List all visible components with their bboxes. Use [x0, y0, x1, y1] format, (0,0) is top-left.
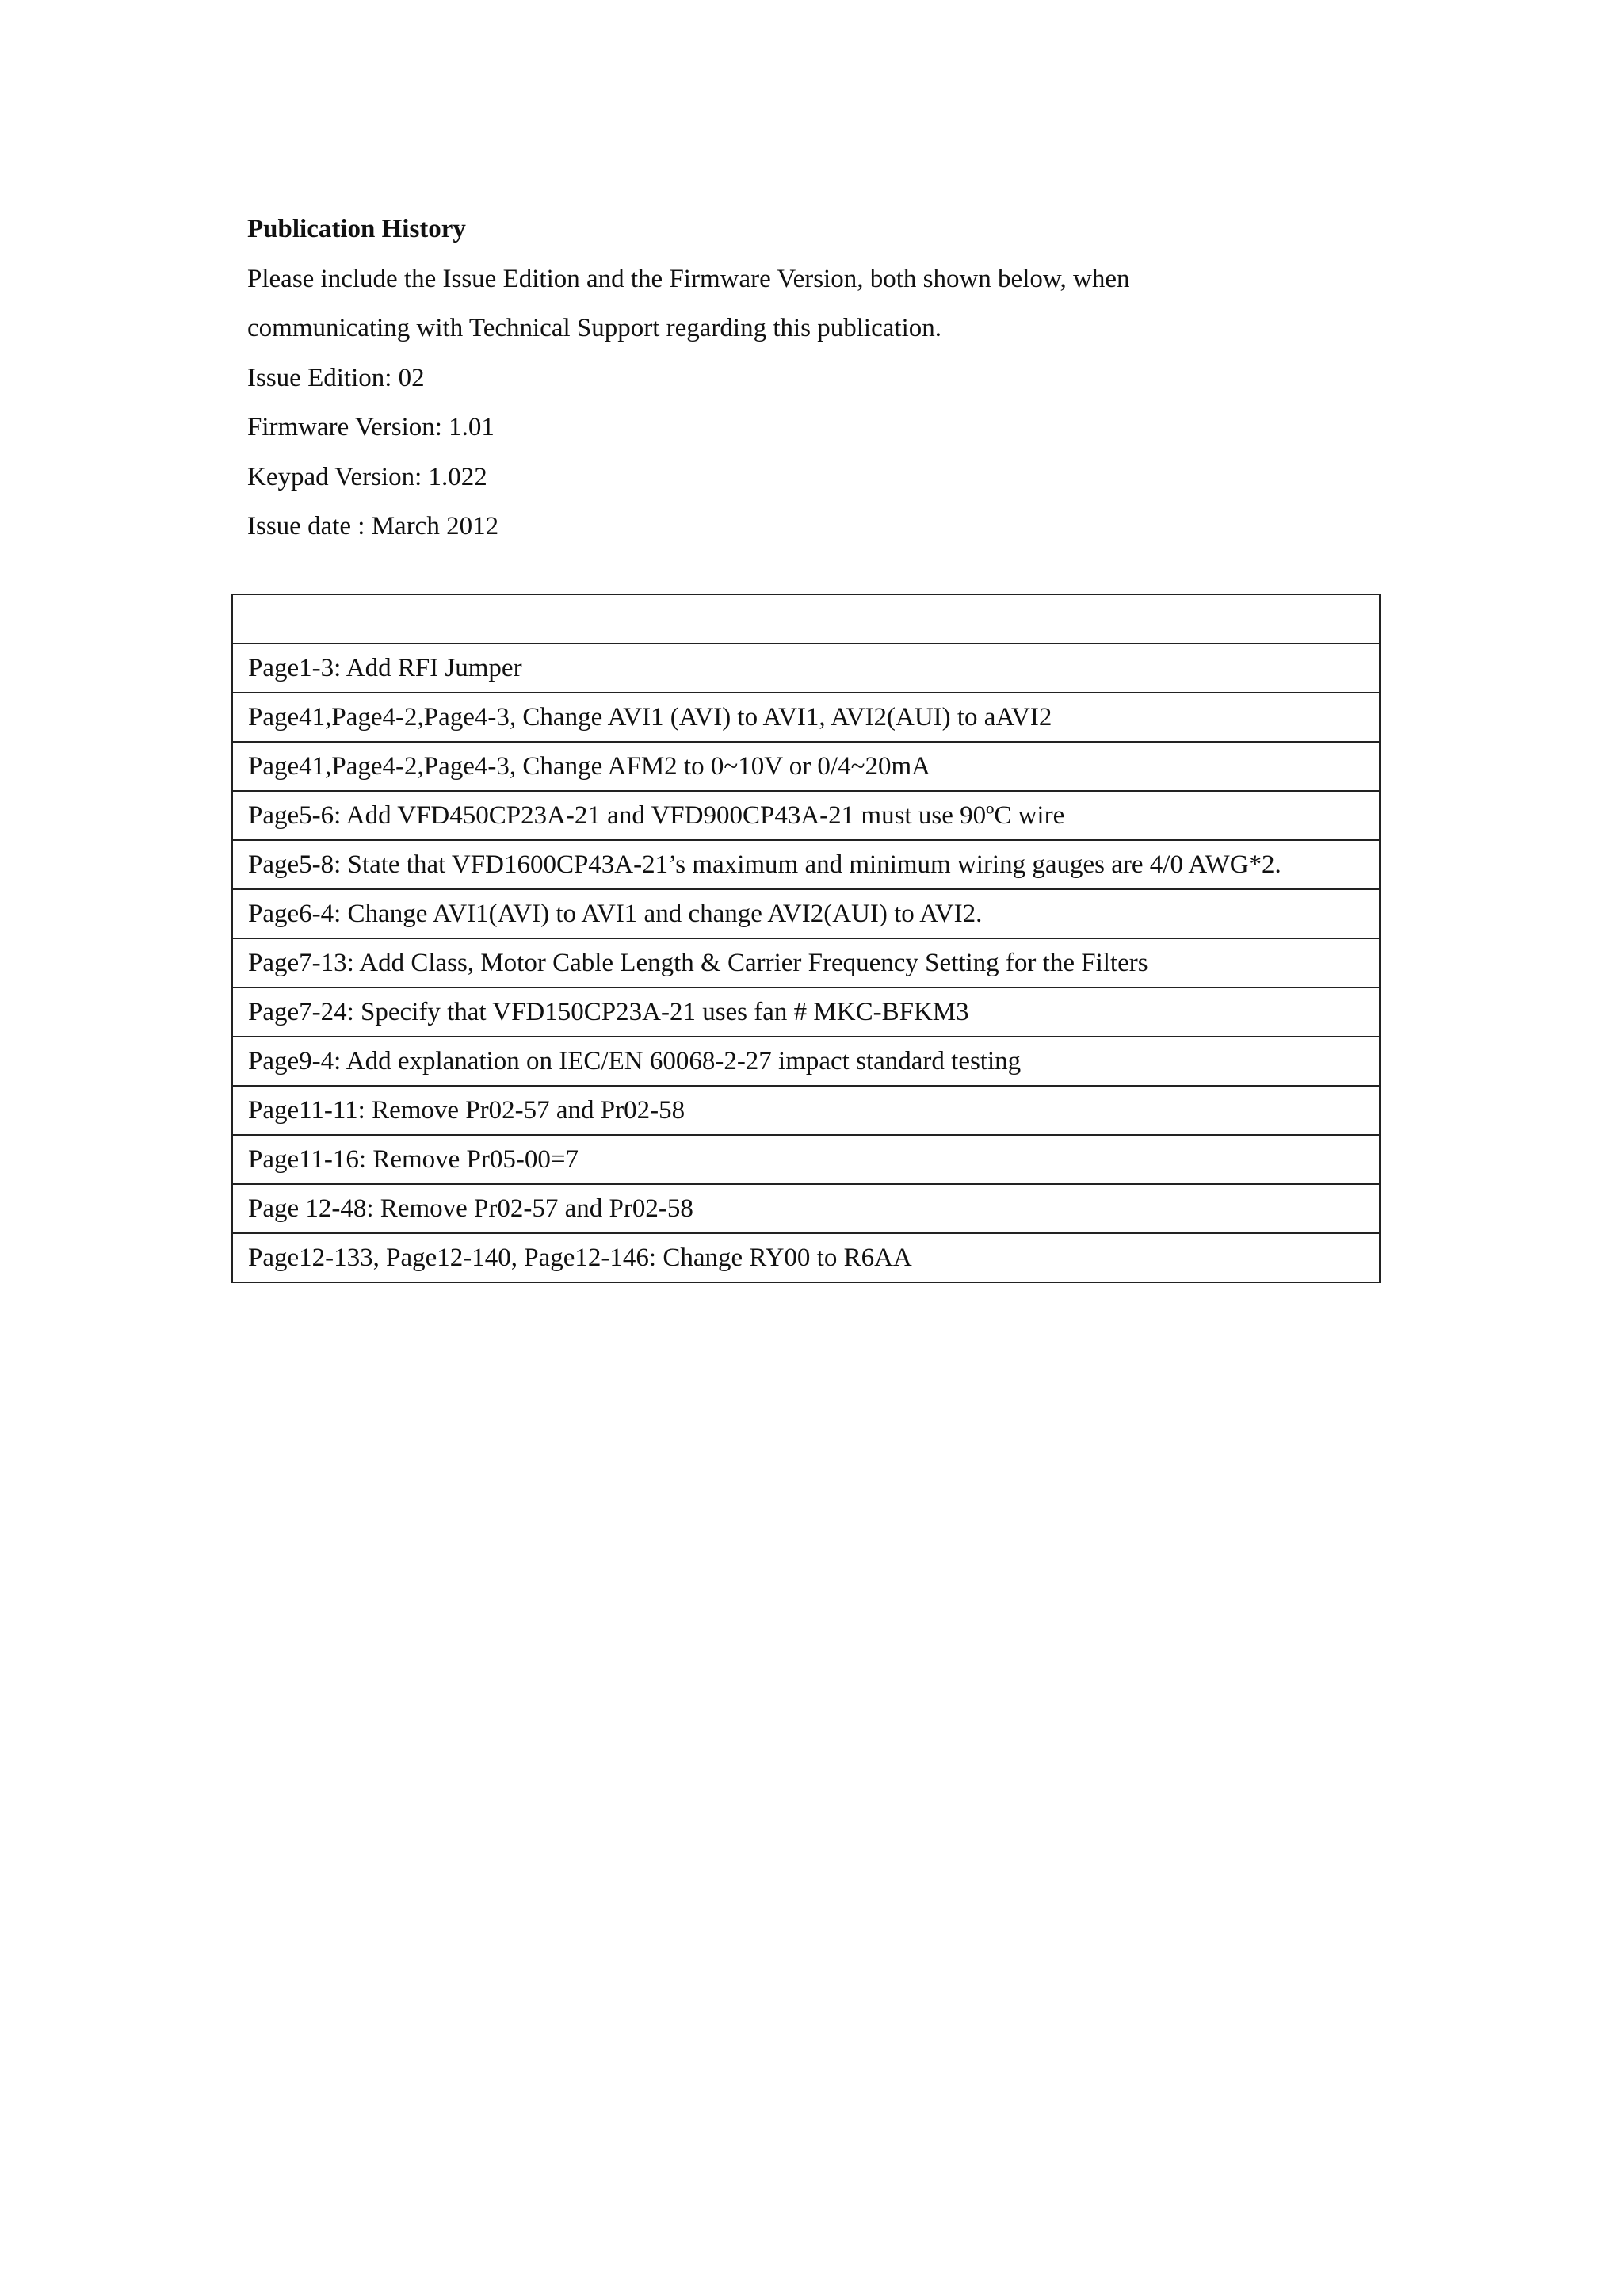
table-row [232, 644, 1380, 693]
table-row [232, 889, 1380, 938]
table-row [232, 1233, 1380, 1282]
table-row [232, 791, 1380, 840]
table-row [232, 693, 1380, 742]
change-entry: Page 12-48: Remove Pr02-57 and Pr02-58 [232, 1184, 1380, 1233]
change-entry: Page5-8: State that VFD1600CP43A-21’s maximum and minimum wiring gauges are 4/0 AWG*2. [232, 840, 1380, 889]
issue-edition: Issue Edition: 02 [247, 363, 425, 392]
publication-info [247, 204, 1436, 552]
change-entry: Page11-11: Remove Pr02-57 and Pr02-58 [232, 1086, 1380, 1135]
table-row [232, 938, 1380, 988]
table-row [232, 742, 1380, 791]
table-row [232, 1037, 1380, 1086]
change-entry: Page5-6: Add VFD450CP23A-21 and VFD900CP43A-21 must use 90ºC wire [232, 791, 1380, 840]
table-row [232, 988, 1380, 1037]
change-entry: Page1-3: Add RFI Jumper [232, 644, 1380, 693]
intro-text-line-2: communicating with Technical Support regarding this publication. [247, 314, 941, 342]
table-row [232, 1135, 1380, 1184]
keypad-version: Keypad Version: 1.022 [247, 462, 487, 491]
change-entry: Page11-16: Remove Pr05-00=7 [232, 1135, 1380, 1184]
change-entry: Page9-4: Add explanation on IEC/EN 60068-2-27 impact standard testing [232, 1037, 1380, 1086]
table-row [232, 1184, 1380, 1233]
change-history-table [231, 594, 1381, 1283]
intro-text-line-1: Please include the Issue Edition and the Firmware Version, both shown below, when [247, 264, 1130, 293]
change-entry: Page6-4: Change AVI1(AVI) to AVI1 and change AVI2(AUI) to AVI2. [232, 889, 1380, 938]
table-row [232, 1086, 1380, 1135]
change-entry: Page41,Page4-2,Page4-3, Change AVI1 (AVI) to AVI1, AVI2(AUI) to aAVI2 [232, 693, 1380, 742]
change-entry: Page7-13: Add Class, Motor Cable Length & Carrier Frequency Setting for the Filters [232, 938, 1380, 988]
change-entry: Page7-24: Specify that VFD150CP23A-21 uses fan # MKC-BFKM3 [232, 988, 1380, 1037]
table-header-row [232, 594, 1380, 644]
table-row [232, 840, 1380, 889]
change-entry: Page41,Page4-2,Page4-3, Change AFM2 to 0~10V or 0/4~20mA [232, 742, 1380, 791]
table-header-cell [232, 594, 1380, 644]
issue-date: Issue date : March 2012 [247, 512, 499, 541]
change-entry: Page12-133, Page12-140, Page12-146: Change RY00 to R6AA [232, 1233, 1380, 1282]
firmware-version: Firmware Version: 1.01 [247, 413, 495, 441]
section-title: Publication History [247, 215, 466, 243]
